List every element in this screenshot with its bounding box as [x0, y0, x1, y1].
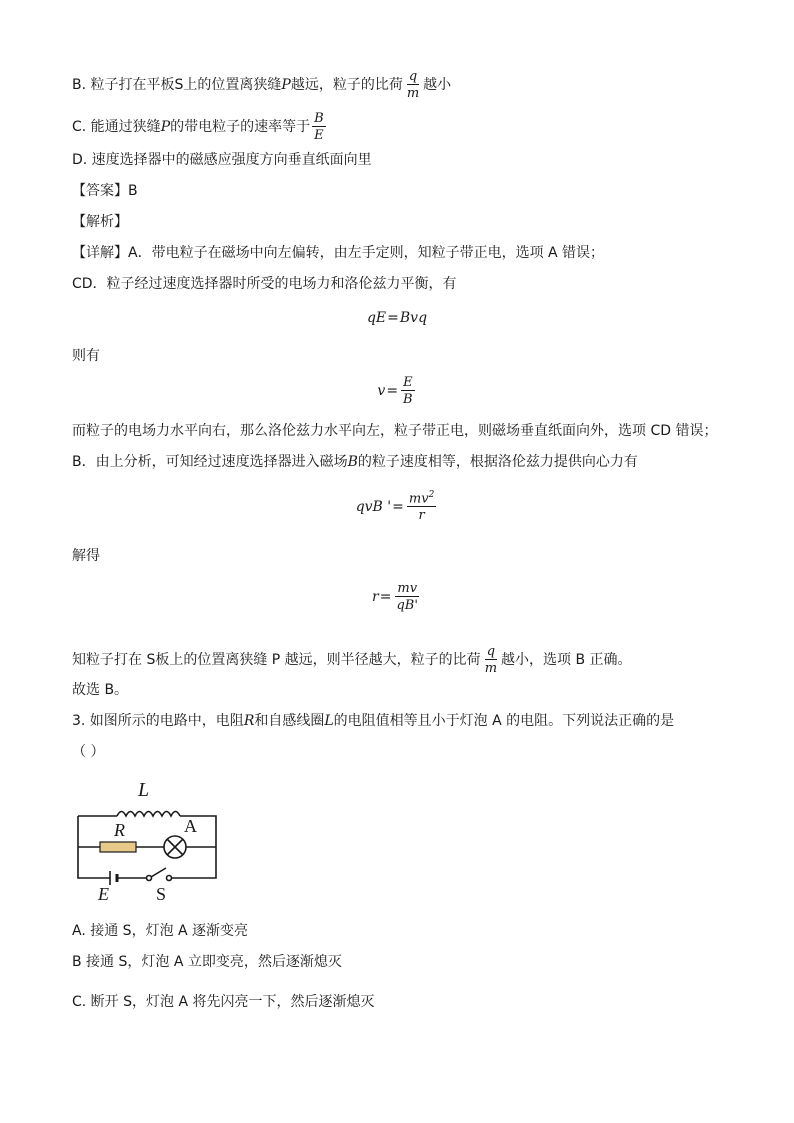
analysis-label: 【解析】: [72, 214, 128, 230]
var-p: P: [160, 119, 171, 135]
option-b-prev: [72, 70, 451, 100]
detail-line-5-b: 越小，选项 B 正确。: [501, 652, 632, 668]
detail-line-5-a: 知粒子打在 S板上的位置离狭缝 P 越远，则半径越大，粒子的比荷: [72, 652, 481, 668]
equation-radius: [0, 582, 794, 612]
q3-stem-b: 和自感线圈: [254, 713, 325, 729]
inductor-coil: [117, 812, 180, 817]
option-b-prefix: B. 粒子打在平板S上的位置离狭缝: [72, 77, 282, 93]
eq2-op: =: [386, 383, 399, 399]
label-e: E: [98, 884, 109, 904]
answer-label: 【答案】: [72, 183, 128, 199]
fraction-numerator: q: [486, 644, 496, 659]
fraction-numerator: q: [408, 69, 418, 84]
option-c-mid: 的带电粒子的速率等于: [170, 119, 311, 135]
detail-line-3: 而粒子的电场力水平向右，那么洛伦兹力水平向左，粒子带正电，则磁场垂直纸面向外，选项 CD 错误；: [72, 423, 718, 439]
circuit-diagram: [72, 776, 222, 906]
detail-line-2: CD．粒子经过速度选择器时所受的电场力和洛伦兹力平衡，有: [72, 276, 457, 292]
question-3-stem: [72, 711, 674, 731]
option-d-prev: D. 速度选择器中的磁感应强度方向垂直纸面向里: [72, 152, 372, 168]
fraction-denominator: m: [406, 86, 420, 101]
eq3-fraction: [407, 491, 436, 522]
q3-option-c: C. 断开 S，灯泡 A 将先闪亮一下，然后逐渐熄灭: [72, 994, 375, 1010]
detail-line-4-a: B．由上分析，可知经过速度选择器进入磁场: [72, 454, 348, 470]
question-3-paren: （ ）: [72, 744, 105, 760]
eq1-op: =: [387, 310, 399, 326]
eq3-lhs: qvB ': [355, 498, 392, 515]
q3-option-b: B 接通 S，灯泡 A 立即变亮，然后逐渐熄灭: [72, 954, 342, 970]
equation-centripetal: [0, 491, 794, 522]
var-p: P: [281, 77, 291, 93]
eq3-numerator: [407, 491, 436, 507]
solve-text: 解得: [72, 548, 100, 564]
var-b: B: [347, 454, 358, 470]
eq3-denominator: r: [418, 508, 425, 524]
option-c-prefix: C. 能通过狭缝: [72, 119, 161, 135]
option-c-prev: [72, 112, 328, 142]
option-b-mid: 越远，粒子的比荷: [290, 77, 403, 93]
switch-blade: [151, 868, 166, 877]
fraction-b-over-e: [312, 112, 326, 142]
eq1-rhs: Bvq: [399, 310, 428, 326]
fraction-q-over-m: [483, 645, 499, 675]
eq2-denominator: B: [403, 392, 413, 407]
then-text: 则有: [72, 348, 100, 364]
eq3-num-exponent: 2: [428, 490, 435, 500]
fraction-denominator: E: [314, 128, 324, 143]
label-s: S: [156, 884, 167, 904]
fraction-denominator: m: [484, 661, 498, 676]
eq3-op: =: [392, 498, 404, 515]
fraction-numerator: B: [314, 111, 324, 126]
answer-value: B: [128, 183, 138, 199]
equation-velocity: [0, 376, 794, 406]
var-r: R: [243, 713, 255, 729]
eq2-numerator: E: [403, 375, 413, 390]
label-r: R: [114, 820, 125, 840]
eq4-fraction: [394, 582, 419, 612]
switch-terminal-right: [167, 876, 172, 881]
eq2-fraction: [401, 376, 415, 406]
eq3-num-base: mv: [408, 491, 429, 507]
equation-force-balance: [0, 310, 794, 326]
detail-line-5: [72, 645, 632, 675]
eq1-lhs: qE: [366, 310, 387, 326]
fraction-q-over-m: [405, 70, 421, 100]
q3-stem-c: 的电阻值相等且小于灯泡 A 的电阻。下列说法正确的是: [333, 713, 675, 729]
answer-line: [72, 181, 138, 201]
detail-line-4: [72, 452, 638, 472]
var-l: L: [324, 713, 334, 729]
eq4-lhs: r: [372, 589, 379, 605]
eq4-op: =: [379, 589, 392, 605]
label-l: L: [138, 779, 150, 801]
label-a: A: [184, 816, 197, 836]
detail-line-1: 【详解】A．带电粒子在磁场中向左偏转，由左手定则，知粒子带正电，选项 A 错误；: [72, 245, 605, 261]
q3-stem-a: 3. 如图所示的电路中，电阻: [72, 713, 244, 729]
detail-line-4-b: 的粒子速度相等，根据洛伦兹力提供向心力有: [357, 454, 638, 470]
option-b-suffix: 越小: [423, 77, 452, 93]
resistor-rect: [100, 842, 136, 852]
conclusion-text: 故选 B。: [72, 682, 129, 698]
q3-option-a: A. 接通 S，灯泡 A 逐渐变亮: [72, 923, 249, 939]
eq4-numerator: mv: [397, 581, 418, 596]
eq4-denominator: qB': [396, 598, 418, 613]
eq2-lhs: v: [377, 383, 386, 399]
